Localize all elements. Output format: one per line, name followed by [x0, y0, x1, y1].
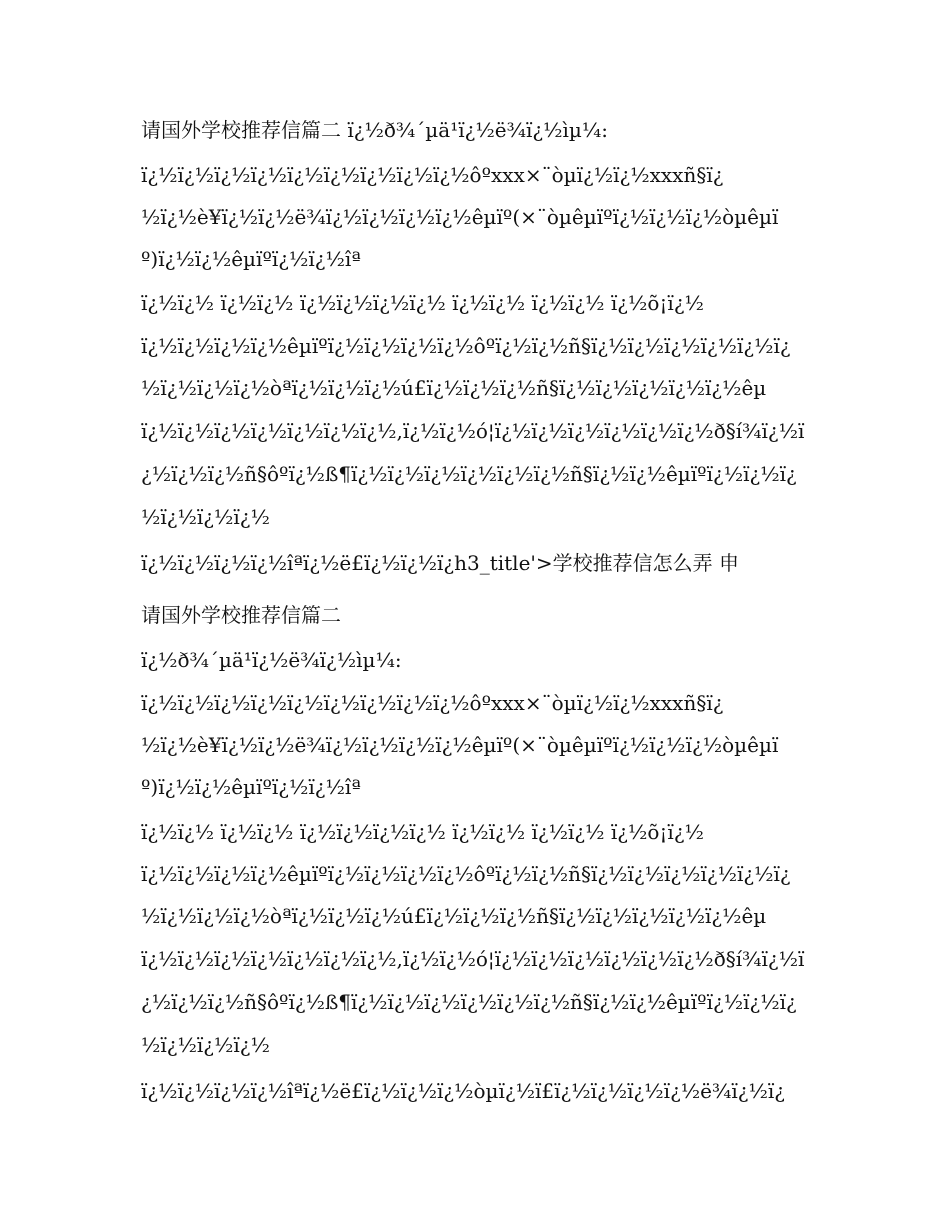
text-line: ï¿½ï¿½ï¿½ï¿½ï¿½ï¿½ï¿½,ï¿½ï¿½ó¦ï¿½ï¿½ï¿½ï¿½ï¿½ï¿½ð§í¾ï¿½ï: [141, 947, 805, 971]
text-line: ¿½ï¿½ï¿½ñ§ôºï¿½ß¶ï¿½ï¿½ï¿½ï¿½ï¿½ï¿½ñ§ï¿½ï¿½êµïºï¿½ï¿½ï¿: [141, 990, 797, 1014]
text-line: ½ï¿½ï¿½ï¿½òªï¿½ï¿½ï¿½ú£ï¿½ï¿½ï¿½ñ§ï¿½ï¿½ï¿½ï¿½ï¿½êµ: [141, 376, 767, 400]
text-line: ½ï¿½è¥ï¿½ï¿½ë¾ï¿½ï¿½ï¿½ï¿½êµïº(×¨òµêµïºï¿½ï¿½ï¿½òµêµï: [141, 733, 779, 757]
text-line: ½ï¿½ï¿½ï¿½: [141, 1033, 270, 1057]
text-line: º)ï¿½ï¿½êµïºï¿½ï¿½îª: [141, 775, 361, 799]
text-line: ½ï¿½ï¿½ï¿½: [141, 505, 270, 529]
text-line: ï¿½ï¿½ï¿½ï¿½îªï¿½ë£ï¿½ï¿½ï¿h3_title'>学校推荐信怎么弄 申: [141, 551, 740, 575]
text-line: ½ï¿½è¥ï¿½ï¿½ë¾ï¿½ï¿½ï¿½ï¿½êµïº(×¨òµêµïºï¿½ï¿½ï¿½òµêµï: [141, 205, 779, 229]
heading-line: 请国外学校推荐信篇二 ï¿½ð¾´µä¹ï¿½ë¾ï¿½ìµ¼:: [141, 118, 608, 142]
text-line: º)ï¿½ï¿½êµïºï¿½ï¿½îª: [141, 247, 361, 271]
text-line: ï¿½ð¾´µä¹ï¿½ë¾ï¿½ìµ¼:: [141, 648, 402, 672]
text-line: ï¿½ï¿½ï¿½ï¿½êµïºï¿½ï¿½ï¿½ï¿½ôºï¿½ï¿½ñ§ï¿½ï¿½ï¿½ï¿½ï¿½ï¿: [141, 862, 791, 886]
text-line: ¿½ï¿½ï¿½ñ§ôºï¿½ß¶ï¿½ï¿½ï¿½ï¿½ï¿½ï¿½ñ§ï¿½ï¿½êµïºï¿½ï¿½ï¿: [141, 462, 797, 486]
text-line: ï¿½ï¿½ï¿½ï¿½ï¿½ï¿½ï¿½,ï¿½ï¿½ó¦ï¿½ï¿½ï¿½ï¿½ï¿½ï¿½ð§í¾ï¿½ï: [141, 419, 805, 443]
text-line: ï¿½ï¿½ï¿½ï¿½ï¿½ï¿½ï¿½ï¿½ï¿½ôºxxx×¨òµï¿½ï¿½xxxñ§ï¿: [141, 163, 724, 187]
text-line: ï¿½ï¿½ï¿½ï¿½îªï¿½ë£ï¿½ï¿½ï¿½òµï¿½ï£ï¿½ï¿½ï¿½ï¿½ë¾ï¿½ï¿: [141, 1079, 786, 1103]
heading-line: 请国外学校推荐信篇二: [141, 603, 341, 627]
text-line: ï¿½ï¿½ ï¿½ï¿½ ï¿½ï¿½ï¿½ï¿½ ï¿½ï¿½ ï¿½ï¿½ ï¿½õ¡ï¿½: [141, 291, 704, 315]
text-line: ï¿½ï¿½ ï¿½ï¿½ ï¿½ï¿½ï¿½ï¿½ ï¿½ï¿½ ï¿½ï¿½ ï¿½õ¡ï¿½: [141, 820, 704, 844]
text-line: ï¿½ï¿½ï¿½ï¿½êµïºï¿½ï¿½ï¿½ï¿½ôºï¿½ï¿½ñ§ï¿½ï¿½ï¿½ï¿½ï¿½ï¿: [141, 334, 791, 358]
text-line: ï¿½ï¿½ï¿½ï¿½ï¿½ï¿½ï¿½ï¿½ï¿½ôºxxx×¨òµï¿½ï¿½xxxñ§ï¿: [141, 691, 724, 715]
text-line: ½ï¿½ï¿½ï¿½òªï¿½ï¿½ï¿½ú£ï¿½ï¿½ï¿½ñ§ï¿½ï¿½ï¿½ï¿½ï¿½êµ: [141, 904, 767, 928]
